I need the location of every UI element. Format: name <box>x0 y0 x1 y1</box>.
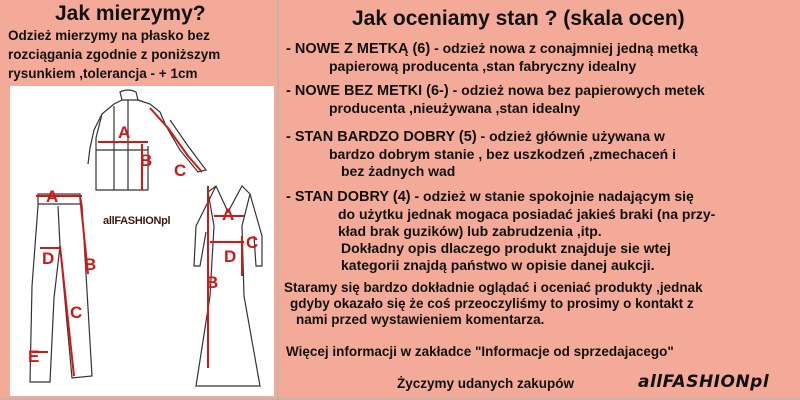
grade-label: - STAN BARDZO DOBRY (5) <box>286 129 477 145</box>
note-line: nami przed wystawieniem komentarza. <box>296 312 545 327</box>
grade-label: - STAN DOBRY (4) <box>286 189 411 205</box>
trousers-label-c: C <box>70 303 83 322</box>
grade-text: - odzież nowa z conajmniej jedną metką <box>430 40 698 56</box>
more-info-text: Więcej informacji w zakładce "Informacje od sprzedajacego" <box>286 344 674 359</box>
grade-text: bardzo dobrym stanie , bez uszkodzeń ,zmechaceń i <box>329 146 676 162</box>
condition-scale-title: Jak oceniamy stan ? (skala ocen) <box>352 7 685 30</box>
grade-text: - odzież w stanie spokojnie nadającym się <box>410 188 694 204</box>
grade-label: - NOWE Z METKĄ (6) <box>286 41 431 57</box>
wish-text: Życzymy udanych zakupów <box>397 376 575 391</box>
jacket-label-c: C <box>174 161 187 180</box>
note-line: Staramy się bardzo dokładnie oglądać i oceniać produkty ,jednak <box>284 280 703 295</box>
grade-text: kład brak guzików) lub zabrudzenia ,itp. <box>338 223 602 239</box>
jacket-label-a: A <box>118 123 131 142</box>
grade-text: kategorii znajdą państwo w opisie danej aukcji. <box>341 257 655 273</box>
grade-text: papierową producenta ,stan fabryczny idealny <box>329 58 637 74</box>
measuring-title: Jak mierzymy? <box>55 2 206 25</box>
grade-text: Dokładny opis dlaczego produkt znajduje sie wtej <box>341 240 671 256</box>
grade-text: bez żadnych wad <box>341 163 456 179</box>
measurement-drawing <box>10 86 274 396</box>
trousers-label-a: A <box>46 187 59 206</box>
brand-logo-small: allFASHIONpl <box>103 215 171 227</box>
dress-label-c: C <box>246 233 259 252</box>
jacket-label-b: B <box>140 151 153 170</box>
measurement-figure <box>10 86 274 396</box>
grade-good <box>286 188 715 274</box>
trousers-label-b: B <box>84 255 97 274</box>
dress-label-a: A <box>222 205 235 224</box>
trousers-label-e: E <box>28 347 40 366</box>
column-divider <box>277 0 279 400</box>
grade-text: do użytku jednak mogaca posiadać jakieś braki (na przy- <box>338 206 716 222</box>
grade-text: - odzież głównie używana w <box>476 128 665 144</box>
grade-text: - odzież nowa bez papierowych metek <box>448 82 705 98</box>
grade-text: producenta ,nieużywana ,stan idealny <box>329 100 581 116</box>
note-line: gdyby okazało się że coś przeoczyliśmy to prosimy o kontakt z <box>290 296 694 311</box>
dress-label-b: B <box>206 273 219 292</box>
trousers-measure-lines <box>32 196 88 376</box>
trousers-label-d: D <box>42 249 55 268</box>
grade-label: - NOWE BEZ METKI (6-) <box>286 83 449 99</box>
measuring-description: Odzież mierzymy na płasko bez rozciągania zgodnie z poniższym rysunkiem ,tolerancja - + 1cm <box>8 28 221 81</box>
grade-very-good <box>286 128 676 180</box>
grade-new-with-tag <box>286 40 698 75</box>
brand-logo: allFASHIONpl <box>638 372 770 392</box>
jacket-sketch <box>88 90 206 190</box>
grade-new-without-tag <box>286 82 705 117</box>
dress-label-d: D <box>224 247 237 266</box>
